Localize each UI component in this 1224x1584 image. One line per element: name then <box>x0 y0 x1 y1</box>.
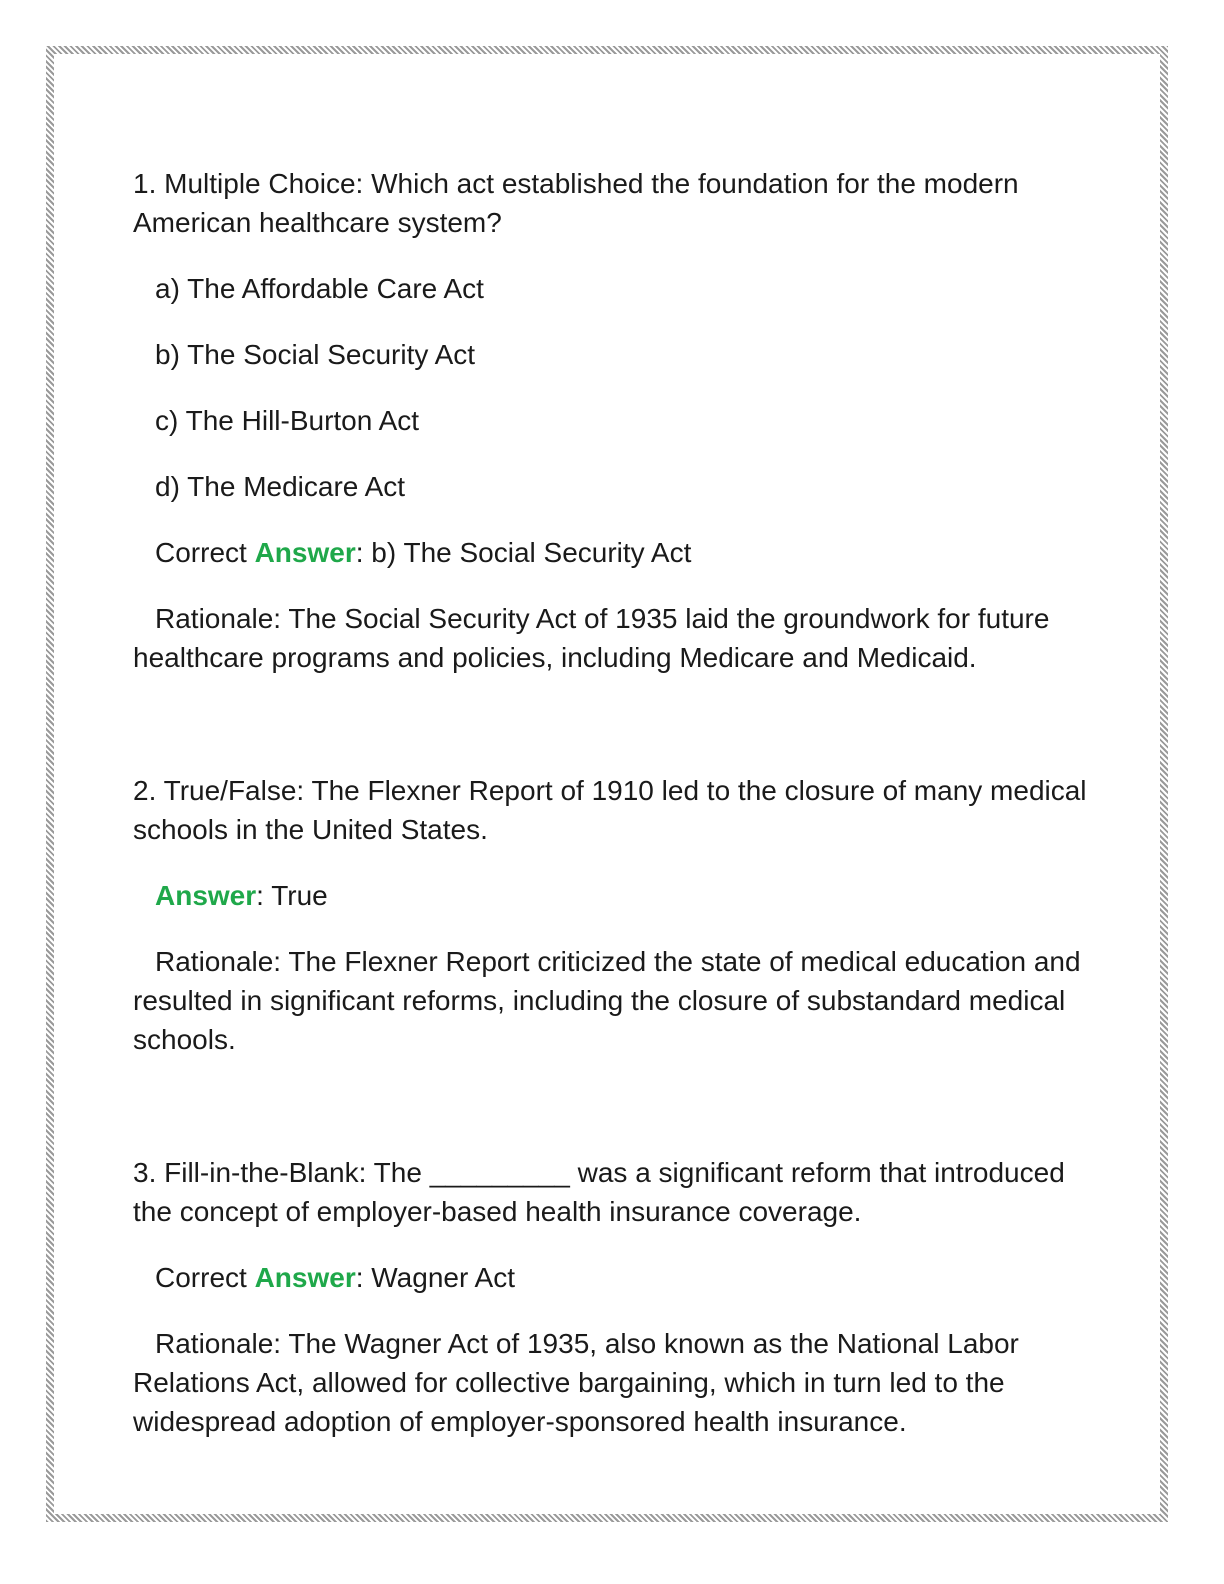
question-3-text: 3. Fill-in-the-Blank: The _________ was a significant reform that introduced the concept of employer-based health insurance coverage. <box>133 1157 1065 1227</box>
question-2-answer <box>155 876 1093 915</box>
answer-value: : True <box>256 880 328 911</box>
answer-prefix: Correct <box>155 1262 255 1293</box>
question-1-rationale: Rationale: The Social Security Act of 1935 laid the groundwork for future healthcare programs and policies, including Medicare and Medicaid. <box>133 603 1050 673</box>
section-spacer <box>133 677 1093 771</box>
question-1-option-a: a) The Affordable Care Act <box>155 273 484 304</box>
answer-label: Answer <box>254 537 356 568</box>
question-3 <box>133 1153 1093 1441</box>
answer-value: : Wagner Act <box>355 1262 515 1293</box>
question-2-text: 2. True/False: The Flexner Report of 1910 led to the closure of many medical schools in the United States. <box>133 775 1087 845</box>
question-2-rationale: Rationale: The Flexner Report criticized the state of medical education and resulted in significant reforms, including the closure of substandard medical schools. <box>133 946 1081 1055</box>
section-spacer <box>133 1059 1093 1153</box>
document-body <box>133 164 1093 1441</box>
question-1-option-d: d) The Medicare Act <box>155 471 406 502</box>
answer-prefix: Correct <box>155 537 255 568</box>
question-1-option-b: b) The Social Security Act <box>155 339 476 370</box>
question-1-text: 1. Multiple Choice: Which act established the foundation for the modern American healthcare system? <box>133 168 1019 238</box>
answer-label: Answer <box>155 880 257 911</box>
question-1 <box>133 164 1093 677</box>
question-2 <box>133 771 1093 1059</box>
question-3-answer <box>155 1258 1093 1297</box>
question-3-rationale: Rationale: The Wagner Act of 1935, also known as the National Labor Relations Act, allowed for collective bargaining, which in turn led to the widespread adoption of employer-sponsored health insurance. <box>133 1328 1019 1437</box>
answer-value: : b) The Social Security Act <box>355 537 692 568</box>
question-1-answer <box>155 533 1093 572</box>
question-1-option-c: c) The Hill-Burton Act <box>155 405 420 436</box>
answer-label: Answer <box>254 1262 356 1293</box>
